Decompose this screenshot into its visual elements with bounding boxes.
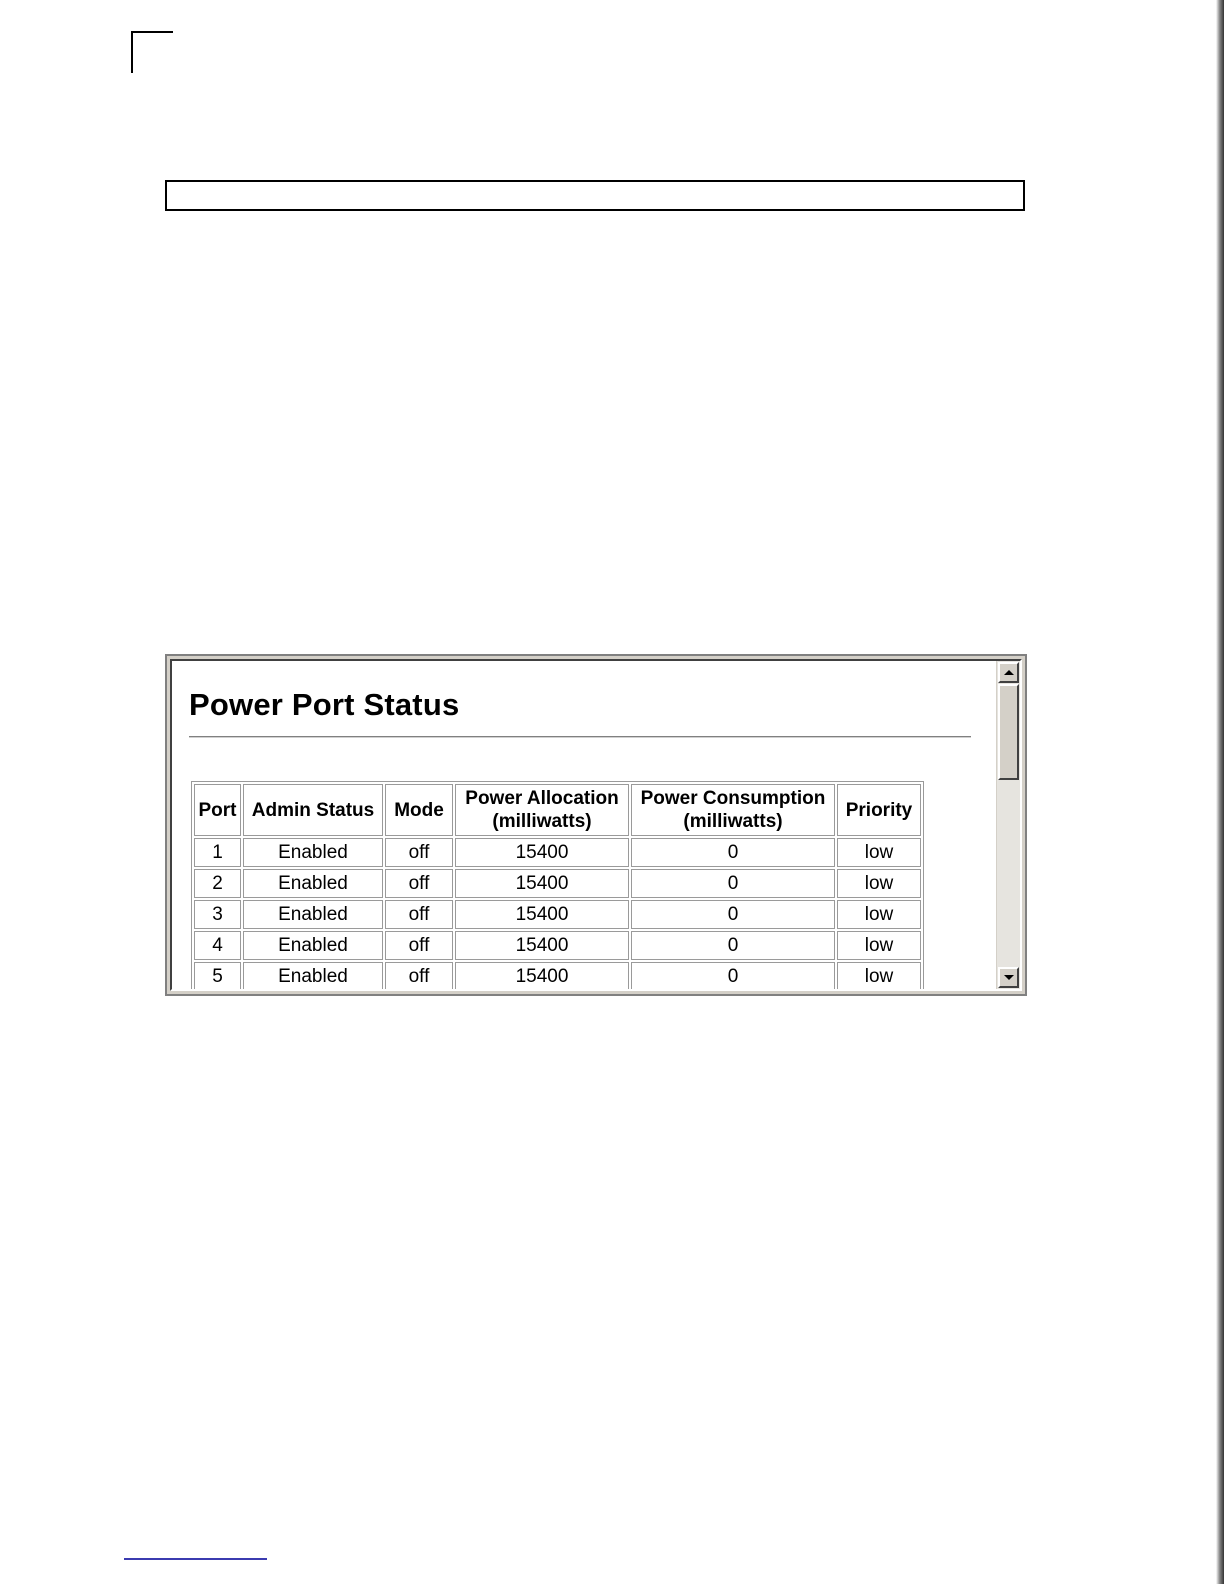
column-header-power-allocation: [455, 784, 629, 836]
cell-admin-status: Enabled: [243, 900, 383, 929]
column-header-unit: (milliwatts): [492, 811, 592, 832]
cell-power-allocation: 15400: [455, 900, 629, 929]
cell-port: 2: [194, 869, 241, 898]
cell-priority: low: [837, 869, 921, 898]
title-divider: [189, 736, 971, 738]
browser-viewport: [170, 659, 1022, 991]
table-row: [194, 900, 921, 929]
column-header-admin-status: [243, 784, 383, 836]
footer-rule: [124, 1558, 267, 1560]
page-content: [172, 661, 985, 989]
scroll-down-button[interactable]: [998, 967, 1019, 988]
cell-power-consumption: 0: [631, 962, 835, 989]
cell-mode: off: [385, 962, 453, 989]
column-header-label: Priority: [845, 799, 913, 821]
crop-mark: [131, 31, 133, 73]
power-port-status-table: [191, 781, 924, 989]
cell-priority: low: [837, 962, 921, 989]
cell-port: 3: [194, 900, 241, 929]
browser-window: [165, 654, 1027, 996]
cell-port: 1: [194, 838, 241, 867]
column-header-label: Power Consumption: [640, 788, 826, 809]
table-header-row: [194, 784, 921, 836]
vertical-scrollbar[interactable]: [996, 661, 1020, 989]
cell-power-allocation: 15400: [455, 931, 629, 960]
triangle-down-icon: [1004, 975, 1014, 980]
cell-port: 5: [194, 962, 241, 989]
cell-admin-status: Enabled: [243, 962, 383, 989]
cell-port: 4: [194, 931, 241, 960]
cell-power-allocation: 15400: [455, 962, 629, 989]
table-row: [194, 931, 921, 960]
cell-priority: low: [837, 931, 921, 960]
table-row: [194, 962, 921, 989]
column-header-priority: [837, 784, 921, 836]
scroll-thumb[interactable]: [998, 684, 1019, 780]
column-header-label: Power Allocation: [465, 788, 619, 809]
column-header-power-consumption: [631, 784, 835, 836]
column-header-label: Port: [198, 799, 237, 821]
cell-admin-status: Enabled: [243, 869, 383, 898]
column-header-unit: (milliwatts): [683, 811, 783, 832]
scroll-up-button[interactable]: [998, 662, 1019, 683]
cell-power-consumption: 0: [631, 931, 835, 960]
table-row: [194, 869, 921, 898]
cell-priority: low: [837, 838, 921, 867]
cell-admin-status: Enabled: [243, 931, 383, 960]
cell-mode: off: [385, 931, 453, 960]
page-edge: [1216, 0, 1224, 1584]
page-title: Power Port Status: [189, 687, 460, 722]
cell-mode: off: [385, 838, 453, 867]
cell-priority: low: [837, 900, 921, 929]
cell-mode: off: [385, 869, 453, 898]
table-row: [194, 838, 921, 867]
column-header-label: Mode: [394, 799, 444, 821]
column-header-port: [194, 784, 241, 836]
cell-mode: off: [385, 900, 453, 929]
cell-power-allocation: 15400: [455, 869, 629, 898]
cell-power-consumption: 0: [631, 838, 835, 867]
cell-power-allocation: 15400: [455, 838, 629, 867]
column-header-mode: [385, 784, 453, 836]
cell-power-consumption: 0: [631, 869, 835, 898]
cell-power-consumption: 0: [631, 900, 835, 929]
header-box: [165, 180, 1025, 211]
cell-admin-status: Enabled: [243, 838, 383, 867]
column-header-label: Admin Status: [251, 799, 375, 821]
triangle-up-icon: [1004, 670, 1014, 675]
crop-mark: [131, 31, 173, 33]
